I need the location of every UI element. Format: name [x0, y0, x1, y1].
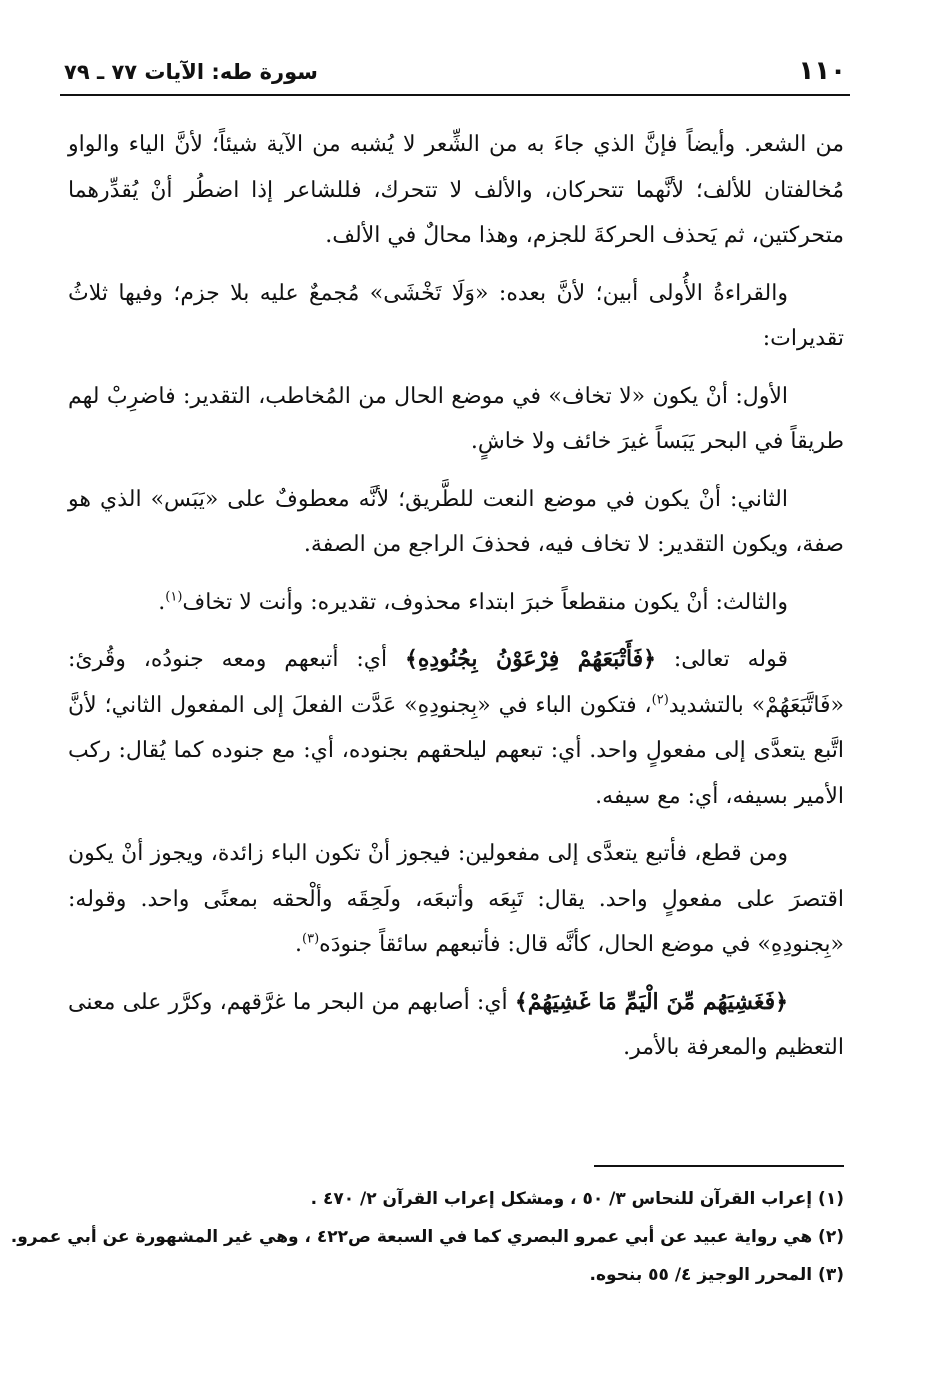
footnote-ref-2: (٢): [651, 692, 669, 708]
paragraph-5-text: والثالث: أنْ يكون منقطعاً خبرَ ابتداء محذوف، تقديره: وأنت لا تخاف: [182, 589, 788, 615]
paragraph-8: [68, 980, 844, 1071]
paragraph-4: الثاني: أنْ يكون في موضع النعت للطَّريق؛ لأنَّه معطوفٌ على «يَبَس» الذي هو صفة، ويكون التقدير: لا تخاف فيه، فحذفَ الراجع من الصفة.: [68, 486, 844, 557]
main-text: [68, 122, 844, 1083]
running-title: سورة طه: الآيات ٧٧ ـ ٧٩: [64, 60, 318, 84]
paragraph-3: الأول: أنْ يكون «لا تخاف» في موضع الحال من المُخاطب، التقدير: فاضرِبْ لهم طريقاً في البحر يَبَساً غيرَ خائف ولا خاشٍ.: [68, 383, 844, 454]
quran-verse-2: ﴿فَغَشِيَهُم مِّنَ الْيَمِّ مَا غَشِيَهُمْ﴾: [514, 988, 789, 1015]
paragraph-6-mid: أي: أتبعهم ومعه جنودُه، وقُرئ: «فَاتَّبَعَهُمْ» بالتشديد: [68, 647, 844, 718]
page-number: ١١٠: [798, 56, 846, 86]
paragraph-2: والقراءةُ الأُولى أبين؛ لأنَّ بعده: «وَلَا تَخْشَى» مُجمعٌ عليه بلا جزم؛ وفيها ثلاثُ تقديرات:: [68, 280, 844, 351]
paragraph-6-lead: قوله تعالى:: [656, 647, 789, 672]
quran-verse-1: ﴿فَأَتْبَعَهُمْ فِرْعَوْنُ بِجُنُودِهِ﴾: [404, 646, 657, 672]
footnotes: [10, 1180, 844, 1294]
paragraph-6-rest: ، فتكون الباء في «بِجنودِهِ» عَدَّت الفعلَ إلى المفعول الثاني؛ لأنَّ اتَّبع يتعدَّى إلى مفعولٍ واحد. أي: تبعهم ليلحقهم بجنوده، أي: مع جنوده كما يُقال: ركب الأمير بسيفه، أي: مع سيفه.: [68, 692, 844, 809]
paragraph-5: والثالث: أنْ يكون منقطعاً خبرَ ابتداء محذوف، تقديره: وأنت لا تخاف$^{(١)}$.: [158, 589, 788, 615]
paragraph-7: ومن قطع، فأتبع يتعدَّى إلى مفعولين: فيجوز أنْ تكون الباء زائدة، ويجوز أنْ يكون اقتصرَ على مفعولٍ واحد. يقال: تَبِعَه وأتبعَه، ولَحِقَه وألْحقه بمعنًى واحد. وقوله: «بِجنودِهِ» في موضع الحال، كأنَّه قال: فأتبعهم سائقاً جنودَه$^{(٣)}$.: [68, 841, 844, 957]
footnote-divider: [594, 1165, 844, 1167]
footnote-1: (١) إعراب القرآن للنحاس ٣/ ٥٠ ، ومشكل إعراب القرآن ٢/ ٤٧٠ .: [310, 1189, 844, 1209]
paragraph-7-text: ومن قطع، فأتبع يتعدَّى إلى مفعولين: فيجوز أنْ تكون الباء زائدة، ويجوز أنْ يكون اقتصرَ على مفعولٍ واحد. يقال: تَبِعَه وأتبعَه، ولَحِقَه وألْحقه بمعنًى واحد. وقوله: «بِجنودِهِ» في موضع الحال، كأنَّه قال: فأتبعهم سائقاً جنودَه: [68, 841, 844, 957]
paragraph-8-text: أي: أصابهم من البحر ما غرَّقهم، وكرَّر على معنى التعظيم والمعرفة بالأمر.: [68, 989, 844, 1060]
footnote-ref-1: (١): [165, 589, 183, 605]
footnote-ref-3: (٣): [302, 931, 320, 947]
paragraph-6: [68, 637, 844, 819]
paragraph-1: من الشعر. وأيضاً فإنَّ الذي جاءَ به من الشِّعر لا يُشبه من الآية شيئاً؛ لأنَّ الياء والواو مُخالفتان للألف؛ لأنَّهما تتحركان، والألف لا تتحرك، فللشاعر إذا اضطُر أنْ يُقدِّرهما متحركتين، ثم يَحذف الحركةَ للجزم، وهذا محالٌ في الألف.: [68, 132, 844, 248]
footnote-2: (٢) هي رواية عبيد عن أبي عمرو البصري كما في السبعة ص٤٢٢ ، وهي غير المشهورة عن أبي عمرو.: [10, 1227, 844, 1247]
footnote-3: (٣) المحرر الوجيز ٤/ ٥٥ بنحوه.: [589, 1265, 844, 1285]
page-header: [60, 50, 850, 96]
